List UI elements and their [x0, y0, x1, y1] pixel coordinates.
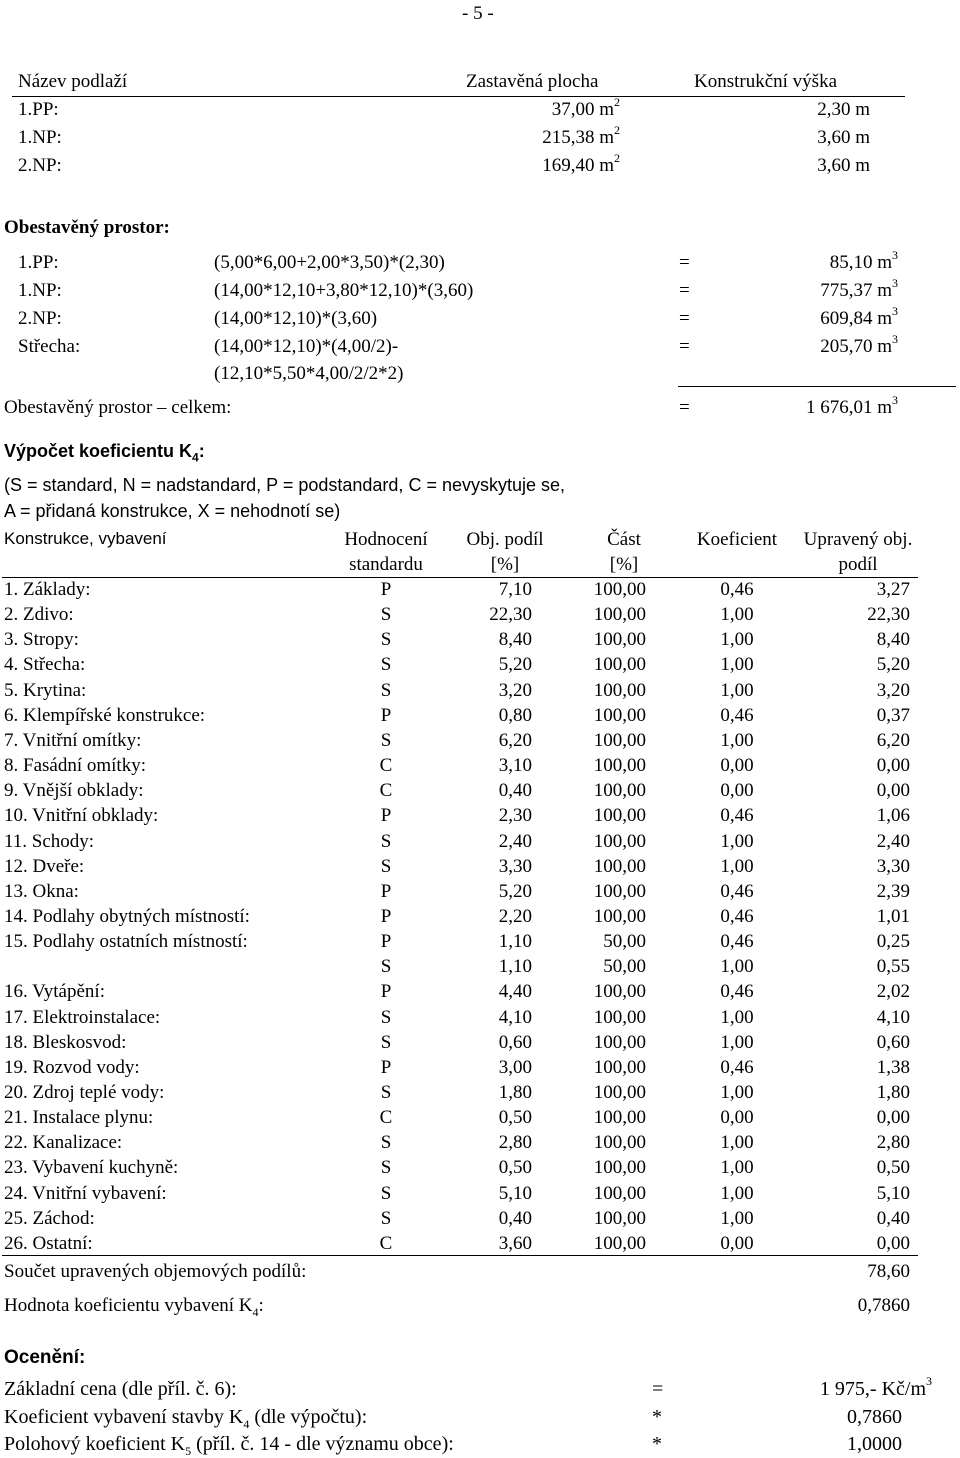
- coef-row-adjusted: 0,60: [876, 1031, 910, 1053]
- coef-header-share-1: Obj. podíl: [466, 529, 544, 550]
- coef-row-adjusted: 6,20: [876, 729, 910, 751]
- floor-name: 1.NP:: [18, 127, 62, 148]
- coef-row-adjusted: 2,80: [876, 1132, 910, 1154]
- coef-row-standard: S: [380, 830, 392, 852]
- coef-row-standard: P: [380, 1056, 392, 1078]
- coef-row-part: 100,00: [593, 830, 646, 852]
- coef-row-part: 100,00: [593, 780, 646, 802]
- coef-row-part: 100,00: [593, 755, 646, 777]
- coef-row-coefficient: 0,00: [720, 780, 754, 802]
- coef-row-coefficient: 0,46: [720, 905, 754, 927]
- coef-row-name: 1. Základy:: [4, 579, 91, 600]
- coef-row-coefficient: 0,46: [720, 579, 754, 600]
- coef-row-share: 3,00: [498, 1056, 532, 1078]
- coef-row-share: 3,10: [498, 755, 532, 777]
- coef-row-name: 12. Dveře:: [4, 855, 85, 877]
- coef-row-standard: S: [380, 679, 392, 701]
- base-price-label: Základní cena (dle příl. č. 6):: [4, 1378, 237, 1400]
- coef-header-part-1: Část: [607, 529, 641, 550]
- coef-row-standard: S: [380, 1082, 392, 1103]
- coef-row-standard: S: [380, 604, 392, 626]
- floor-area: 215,38 $m^2$: [542, 123, 620, 148]
- coef-row-coefficient: 1,00: [720, 956, 754, 978]
- coef-row-adjusted: 0,00: [876, 755, 910, 777]
- coef-row-standard: C: [379, 1232, 393, 1254]
- coef-row-standard: S: [380, 855, 392, 877]
- coef-header-share-2: [%]: [490, 554, 520, 575]
- volume-row-name: Střecha:: [18, 336, 81, 357]
- coef-row-share: 3,30: [498, 855, 532, 877]
- coef-row-share: 2,20: [498, 905, 532, 927]
- coef-row-name: 10. Vnitřní obklady:: [4, 805, 159, 827]
- volume-row-value: 205,70 $m^3$: [820, 332, 898, 357]
- coef-row-name: 2. Zdivo:: [4, 604, 74, 626]
- coef-row-standard: P: [380, 931, 392, 953]
- coef-row-part: 100,00: [593, 1232, 646, 1254]
- coef-row-standard: C: [379, 1107, 393, 1129]
- coef-row-standard: S: [380, 729, 392, 751]
- coef-row-part: 100,00: [593, 604, 646, 626]
- coef-row-part: 100,00: [593, 1056, 646, 1078]
- coef-row-share: 3,60: [498, 1232, 532, 1254]
- volume-total-value: 1 676,01 $m^3$: [805, 393, 898, 418]
- coef-row-name: 16. Vytápění:: [4, 981, 105, 1003]
- coef-row-name: 26. Ostatní:: [4, 1232, 93, 1254]
- coef-row-share: 22,30: [489, 604, 532, 626]
- coef-row-coefficient: 1,00: [720, 679, 754, 701]
- coef-row-part: 100,00: [593, 880, 646, 902]
- coef-row-name: 23. Vybavení kuchyně:: [4, 1157, 179, 1179]
- volume-row-eq: =: [679, 280, 690, 301]
- coef-row-share: 6,20: [498, 729, 532, 751]
- floors-header-name: Název podlaží: [18, 71, 128, 92]
- floor-height: 2,30 m: [817, 99, 870, 120]
- coef-legend-line2: A = přidaná konstrukce, X = nehodnotí se): [4, 501, 341, 521]
- coef-header-coefficient: Koeficient: [696, 529, 778, 550]
- coef-row-adjusted: 0,55: [876, 956, 910, 978]
- coef-row-adjusted: 1,38: [876, 1056, 910, 1078]
- coef-row-adjusted: 1,80: [876, 1082, 910, 1103]
- coef-row-name: 7. Vnitřní omítky:: [4, 729, 142, 751]
- volume-row-value: 775,37 $m^3$: [820, 276, 898, 301]
- volume-row-value: 609,84 $m^3$: [820, 304, 898, 329]
- coef-row-coefficient: 1,00: [720, 1132, 754, 1154]
- coef-row-standard: S: [380, 1182, 392, 1204]
- coef-row-part: 50,00: [603, 956, 646, 978]
- page-number: - 5 -: [462, 3, 494, 24]
- coef-row-standard: P: [380, 805, 392, 827]
- coef-sum-rule: [2, 1255, 918, 1256]
- coef-row-share: 0,80: [498, 704, 532, 726]
- floor-height: 3,60 m: [817, 127, 870, 148]
- coef-row-share: 0,50: [498, 1107, 532, 1129]
- floor-name: 1.PP:: [18, 99, 59, 120]
- volume-title: Obestavěný prostor:: [4, 217, 170, 238]
- volume-total-rule: [678, 386, 956, 387]
- coef-row-part: 100,00: [593, 1207, 646, 1229]
- volume-row-name: 2.NP:: [18, 308, 62, 329]
- coef-row-adjusted: 4,10: [876, 1006, 910, 1028]
- coef-row-part: 100,00: [593, 679, 646, 701]
- volume-total-label: Obestavěný prostor – celkem:: [4, 397, 232, 418]
- coef-row-part: 100,00: [593, 981, 646, 1003]
- coef-row-share: 3,20: [498, 679, 532, 701]
- coef-row-adjusted: 2,02: [876, 981, 910, 1003]
- coef-header-adjusted-2: podíl: [838, 554, 878, 575]
- coef-row-coefficient: 1,00: [720, 1031, 754, 1053]
- coef-header-standard-1: Hodnocení: [344, 529, 428, 550]
- coef-row-name: 13. Okna:: [4, 880, 79, 902]
- coef-row-standard: S: [380, 1207, 392, 1229]
- coef-row-name: 8. Fasádní omítky:: [4, 755, 146, 777]
- coef-header-construction: Konstrukce, vybavení: [4, 529, 167, 548]
- coef-row-part: 100,00: [593, 1182, 646, 1204]
- coef-row-part: 100,00: [593, 1082, 646, 1103]
- coef-row-adjusted: 8,40: [876, 629, 910, 651]
- volume-formula-continuation: (12,10*5,50*4,00/2/2*2): [214, 363, 404, 384]
- coef-row-coefficient: 0,46: [720, 981, 754, 1003]
- coef-row-standard: C: [379, 755, 393, 777]
- coef-row-name: 15. Podlahy ostatních místností:: [4, 931, 248, 953]
- coef-row-coefficient: 1,00: [720, 654, 754, 676]
- coef-row-part: 100,00: [593, 1006, 646, 1028]
- coef-row-adjusted: 1,01: [876, 905, 910, 927]
- coef-row-name: 6. Klempířské konstrukce:: [4, 704, 206, 726]
- coef-row-standard: S: [380, 1031, 392, 1053]
- coef-row-standard: P: [380, 880, 392, 902]
- coef-row-coefficient: 0,46: [720, 931, 754, 953]
- k4-valuation-value: 0,7860: [847, 1406, 902, 1428]
- coef-row-adjusted: 0,00: [876, 780, 910, 802]
- coef-row-part: 100,00: [593, 654, 646, 676]
- k5-value: 1,0000: [847, 1433, 902, 1455]
- coef-row-adjusted: 3,30: [876, 855, 910, 877]
- coef-row-coefficient: 0,46: [720, 805, 754, 827]
- k4-label: Koeficient vybavení stavby $K_4$ (dle výpočtu):: [4, 1406, 368, 1431]
- floors-header-area: Zastavěná plocha: [466, 71, 599, 92]
- coef-row-share: 1,80: [498, 1082, 532, 1103]
- volume-row-value: 85,10 $m^3$: [829, 248, 898, 273]
- coef-row-name: 24. Vnitřní vybavení:: [4, 1182, 167, 1204]
- coef-row-standard: P: [380, 579, 392, 600]
- valuation-title: Ocenění:: [4, 1347, 86, 1368]
- coef-row-standard: S: [380, 654, 392, 676]
- coef-row-part: 100,00: [593, 629, 646, 651]
- coef-row-adjusted: 5,20: [876, 654, 910, 676]
- coef-header-rule: [2, 577, 918, 578]
- coef-row-coefficient: 0,46: [720, 880, 754, 902]
- coef-row-name: 20. Zdroj teplé vody:: [4, 1082, 165, 1103]
- k5-op: *: [652, 1433, 662, 1455]
- coef-row-part: 100,00: [593, 855, 646, 877]
- coef-row-coefficient: 1,00: [720, 1157, 754, 1179]
- coef-row-adjusted: 3,20: [876, 679, 910, 701]
- coef-row-standard: S: [380, 1006, 392, 1028]
- coef-row-coefficient: 0,00: [720, 1232, 754, 1254]
- coef-row-part: 100,00: [593, 1031, 646, 1053]
- coef-row-standard: P: [380, 905, 392, 927]
- coef-row-share: 0,50: [498, 1157, 532, 1179]
- coef-row-part: 100,00: [593, 1107, 646, 1129]
- coef-row-coefficient: 1,00: [720, 1006, 754, 1028]
- coef-row-part: 100,00: [593, 905, 646, 927]
- coef-row-share: 0,40: [498, 780, 532, 802]
- coef-row-share: 4,40: [498, 981, 532, 1003]
- coef-row-share: 7,10: [498, 579, 532, 600]
- coef-row-name: 17. Elektroinstalace:: [4, 1006, 161, 1028]
- base-price-op: =: [652, 1378, 664, 1400]
- coef-row-adjusted: 0,37: [876, 704, 910, 726]
- coef-row-coefficient: 0,46: [720, 704, 754, 726]
- coef-row-name: 14. Podlahy obytných místností:: [4, 905, 250, 927]
- volume-row-eq: =: [679, 308, 690, 329]
- coef-row-standard: C: [379, 780, 393, 802]
- coef-row-coefficient: 1,00: [720, 729, 754, 751]
- coef-row-part: 100,00: [593, 805, 646, 827]
- volume-row-formula: (14,00*12,10)*(4,00/2)-: [214, 336, 399, 357]
- coef-row-part: 100,00: [593, 1157, 646, 1179]
- k4-value: 0,7860: [857, 1295, 910, 1316]
- coef-row-share: 0,60: [498, 1031, 532, 1053]
- volume-row-formula: (14,00*12,10)*(3,60): [214, 308, 378, 329]
- floor-name: 2.NP:: [18, 155, 62, 176]
- volume-row-formula: (14,00*12,10+3,80*12,10)*(3,60): [214, 280, 474, 301]
- coef-row-coefficient: 0,00: [720, 1107, 754, 1129]
- volume-row-name: 1.PP:: [18, 252, 59, 273]
- volume-row-name: 1.NP:: [18, 280, 62, 301]
- volume-row-formula: (5,00*6,00+2,00*3,50)*(2,30): [214, 252, 445, 273]
- coef-row-adjusted: 3,27: [876, 579, 910, 600]
- coef-row-adjusted: 0,00: [876, 1232, 910, 1254]
- coef-row-name: 25. Záchod:: [4, 1207, 95, 1229]
- coef-row-coefficient: 0,00: [720, 755, 754, 777]
- coef-row-share: 2,30: [498, 805, 532, 827]
- coef-row-share: 8,40: [498, 629, 532, 651]
- coef-row-standard: S: [380, 1157, 392, 1179]
- coef-row-coefficient: 1,00: [720, 1207, 754, 1229]
- coef-row-name: 5. Krytina:: [4, 679, 87, 701]
- coef-row-coefficient: 1,00: [720, 830, 754, 852]
- coef-row-coefficient: 1,00: [720, 1182, 754, 1204]
- coef-sum-label: Součet upravených objemových podílů:: [4, 1261, 307, 1282]
- floor-height: 3,60 m: [817, 155, 870, 176]
- coef-row-standard: P: [380, 704, 392, 726]
- coef-row-adjusted: 0,40: [876, 1207, 910, 1229]
- volume-row-eq: =: [679, 252, 690, 273]
- coef-row-standard: S: [380, 629, 392, 651]
- coef-row-coefficient: 1,00: [720, 604, 754, 626]
- coef-row-share: 0,40: [498, 1207, 532, 1229]
- coef-row-name: 22. Kanalizace:: [4, 1132, 123, 1154]
- coef-row-share: 5,20: [498, 880, 532, 902]
- coef-row-name: 9. Vnější obklady:: [4, 780, 144, 802]
- coef-header-standard-2: standardu: [349, 554, 423, 575]
- volume-total-eq: =: [679, 397, 690, 418]
- coef-legend-line1: (S = standard, N = nadstandard, P = podstandard, C = nevyskytuje se,: [4, 475, 566, 495]
- coef-row-part: 100,00: [593, 579, 646, 600]
- coef-row-share: 5,10: [498, 1182, 532, 1204]
- floor-area: 169,40 $m^2$: [542, 151, 620, 176]
- floors-header-rule: [12, 96, 905, 97]
- coef-row-share: 2,80: [498, 1132, 532, 1154]
- coef-row-adjusted: 0,00: [876, 1107, 910, 1129]
- floor-area: 37,00 $m^2$: [551, 95, 620, 120]
- coef-row-name: 21. Instalace plynu:: [4, 1107, 154, 1129]
- coef-row-share: 2,40: [498, 830, 532, 852]
- k5-label: Polohový koeficient $K_5$ (příl. č. 14 - dle významu obce):: [4, 1433, 454, 1458]
- coef-row-part: 50,00: [603, 931, 646, 953]
- floors-header-height: Konstrukční výška: [694, 71, 838, 92]
- coef-row-standard: S: [380, 1132, 392, 1154]
- volume-row-eq: =: [679, 336, 690, 357]
- coef-row-adjusted: 2,40: [876, 830, 910, 852]
- coef-row-adjusted: 0,25: [876, 931, 910, 953]
- coef-row-adjusted: 2,39: [876, 880, 910, 902]
- coef-row-part: 100,00: [593, 1132, 646, 1154]
- coef-row-standard: S: [380, 956, 392, 978]
- coef-row-name: 18. Bleskosvod:: [4, 1031, 127, 1053]
- coef-row-name: 19. Rozvod vody:: [4, 1056, 140, 1078]
- coef-title: Výpočet koeficientu $K_4$:: [4, 441, 205, 465]
- coef-sum-value: 78,60: [867, 1261, 910, 1282]
- coef-row-coefficient: 1,00: [720, 629, 754, 651]
- coef-row-share: 1,10: [498, 931, 532, 953]
- coef-row-adjusted: 0,50: [876, 1157, 910, 1179]
- coef-row-adjusted: 22,30: [867, 604, 910, 626]
- k4-value-label: Hodnota koeficientu vybavení $K_4$:: [4, 1295, 264, 1319]
- coef-row-coefficient: 1,00: [720, 855, 754, 877]
- coef-row-adjusted: 1,06: [876, 805, 910, 827]
- coef-row-name: 4. Střecha:: [4, 654, 86, 676]
- base-price-value: 1 975,- $Kč/m^3$: [819, 1374, 932, 1400]
- coef-row-standard: P: [380, 981, 392, 1003]
- coef-row-part: 100,00: [593, 704, 646, 726]
- coef-row-share: 5,20: [498, 654, 532, 676]
- coef-row-coefficient: 0,46: [720, 1056, 754, 1078]
- coef-header-part-2: [%]: [609, 554, 639, 575]
- k4-op: *: [652, 1406, 662, 1428]
- coef-row-name: 11. Schody:: [4, 830, 95, 852]
- coef-row-coefficient: 1,00: [720, 1082, 754, 1103]
- coef-header-adjusted-1: Upravený obj.: [803, 529, 913, 550]
- coef-row-share: 4,10: [498, 1006, 532, 1028]
- coef-row-part: 100,00: [593, 729, 646, 751]
- coef-row-name: 3. Stropy:: [4, 629, 79, 651]
- coef-row-share: 1,10: [498, 956, 532, 978]
- coef-row-adjusted: 5,10: [876, 1182, 910, 1204]
